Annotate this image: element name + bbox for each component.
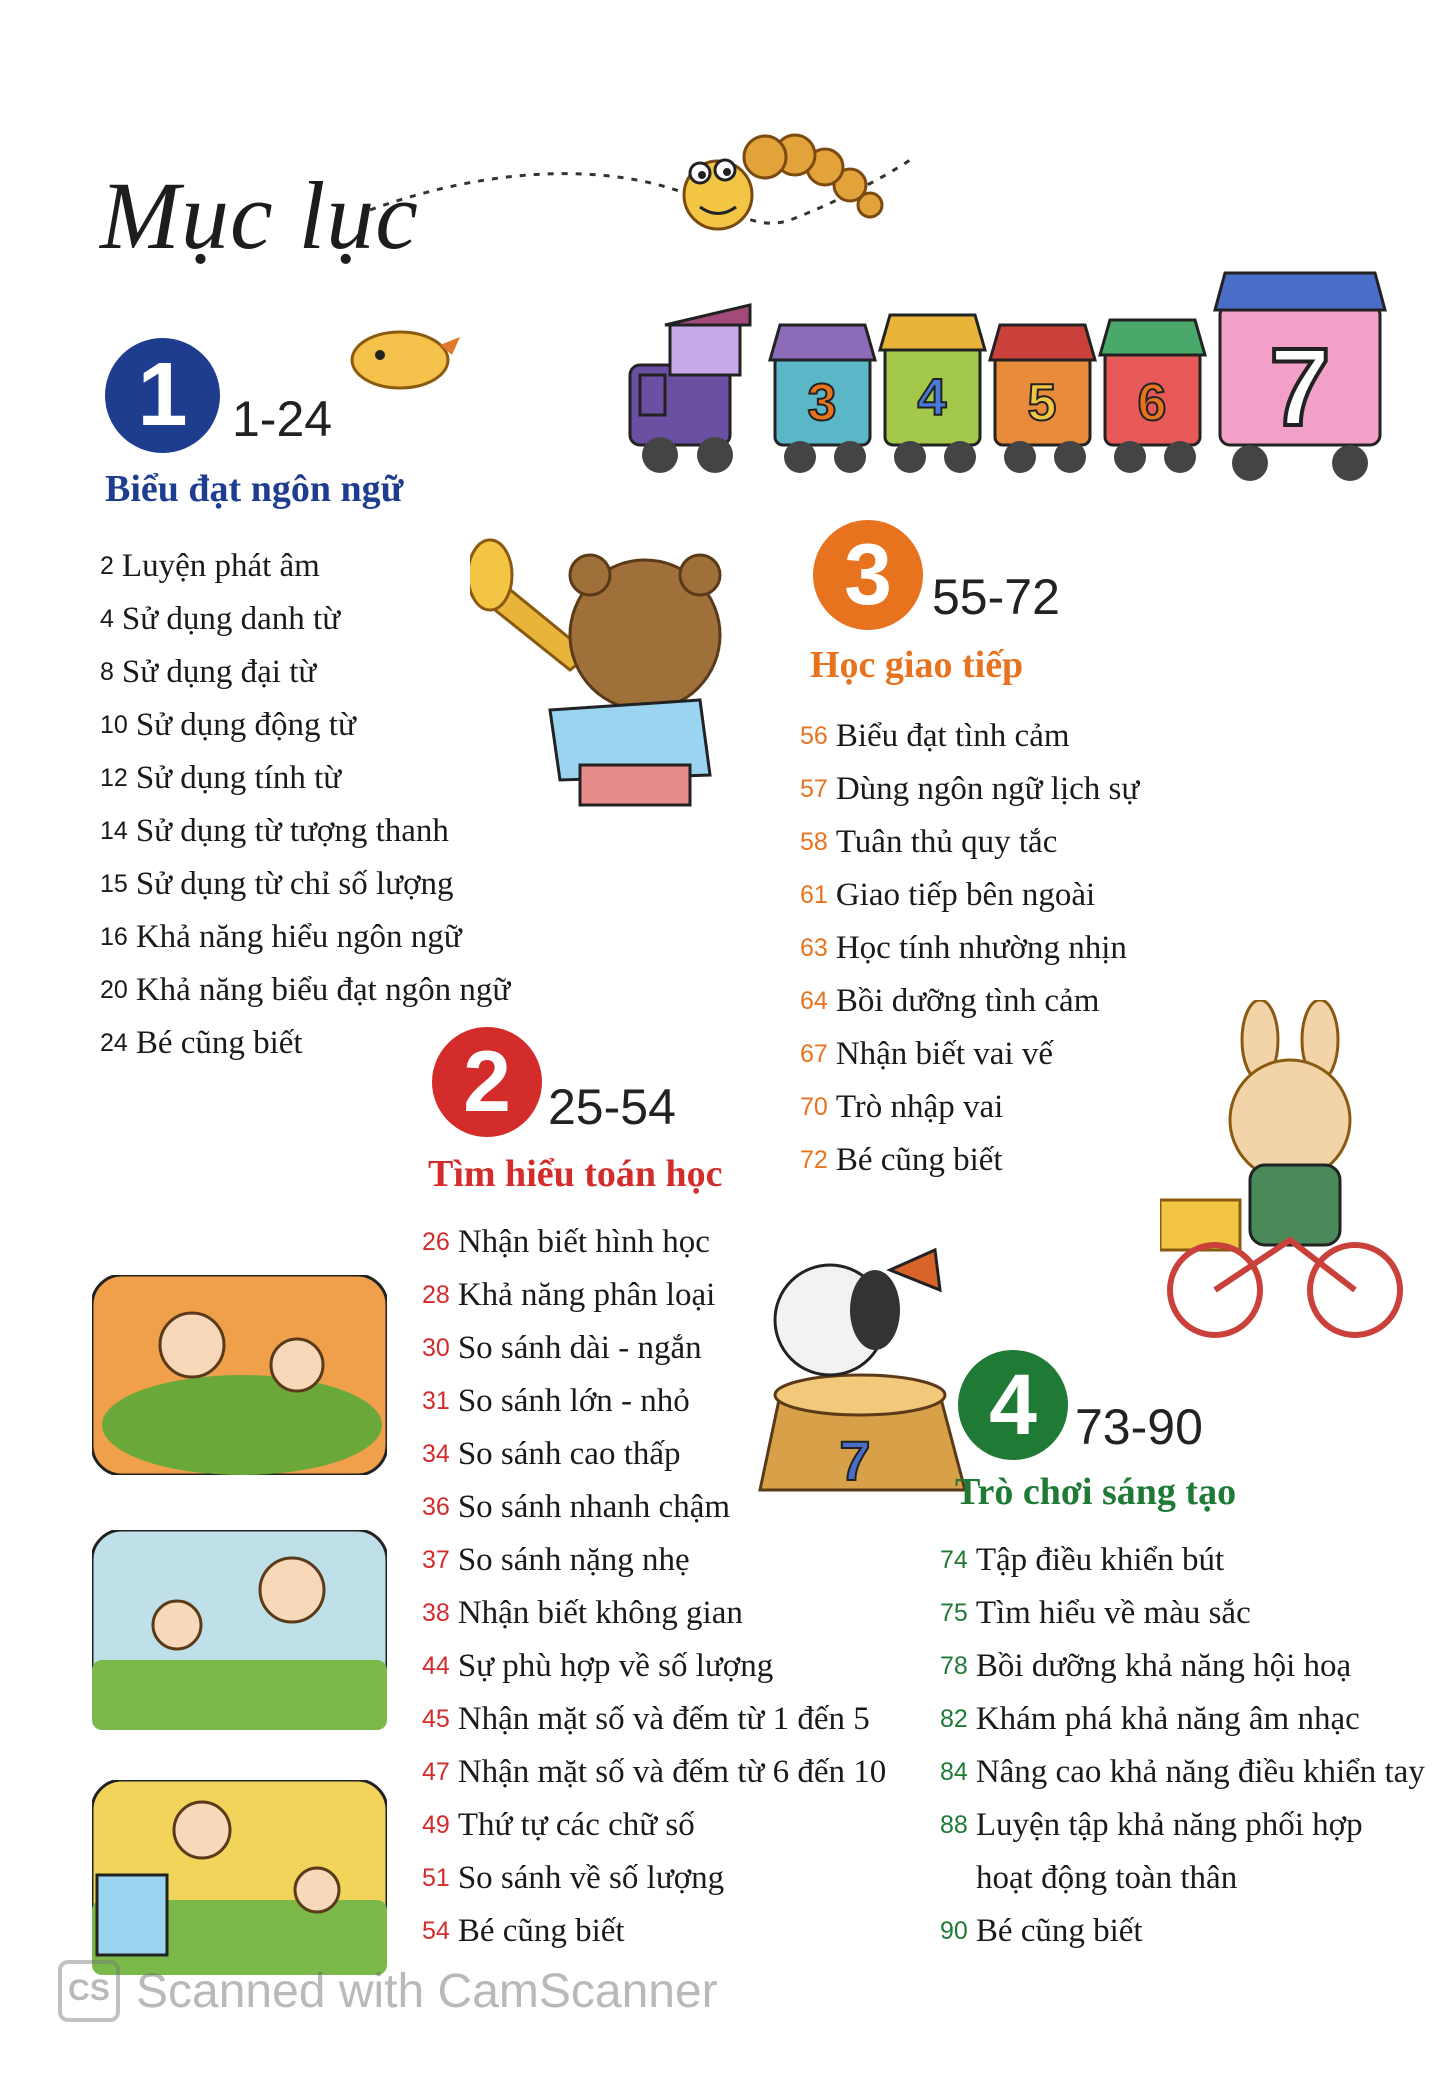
laundry-illustration: [92, 1780, 387, 1975]
girls-playing-illustration: [92, 1275, 387, 1475]
toc-entry: [100, 964, 510, 1017]
toc-entry: [422, 1905, 886, 1958]
page-title: Mục lục: [100, 162, 419, 269]
toc-entry: [422, 1799, 886, 1852]
toc-entry-text: Biểu đạt tình cảm: [835, 718, 1070, 754]
train-illustration: [600, 265, 1400, 505]
toc-entry-text: Nhận mặt số và đếm từ 1 đến 5: [457, 1701, 870, 1737]
toc-page-number: 72: [800, 1146, 828, 1174]
toc-entry-text: Bồi dưỡng khả năng hội hoạ: [975, 1648, 1352, 1684]
toc-page-number: 51: [422, 1864, 450, 1892]
toc-entry-text: Bồi dưỡng tình cảm: [835, 983, 1100, 1019]
toc-page-number: 8: [100, 658, 114, 686]
toc-page-number: 82: [940, 1705, 968, 1733]
toc-page-number: 24: [100, 1029, 128, 1057]
toc-page-number: 36: [422, 1493, 450, 1521]
toc-page-number: 10: [100, 711, 128, 739]
toc-entry-text: So sánh về số lượng: [457, 1860, 725, 1896]
section-1-title: Biểu đạt ngôn ngữ: [105, 468, 404, 510]
toc-entry-text: Nhận biết không gian: [457, 1595, 743, 1631]
toc-entry-text: Tập điều khiển bút: [975, 1542, 1225, 1578]
toc-entry: [100, 540, 510, 593]
girls-dressing-illustration: [92, 1530, 387, 1730]
toc-page-number: 45: [422, 1705, 450, 1733]
section-3-title: Học giao tiếp: [810, 644, 1024, 686]
toc-entry: [800, 1028, 1139, 1081]
toc-entry: [800, 922, 1139, 975]
toc-entry: [940, 1799, 1425, 1852]
toc-page-number: 61: [800, 881, 828, 909]
toc-entry-text: Khả năng hiểu ngôn ngữ: [135, 919, 462, 955]
section-4-toc: [940, 1534, 1425, 1958]
section-2-page-range: 25-54: [548, 1079, 676, 1135]
toc-entry: [100, 752, 510, 805]
toc-entry-text: Nâng cao khả năng điều khiển tay: [975, 1754, 1425, 1790]
toc-entry-text: Trò nhập vai: [835, 1089, 1004, 1125]
toc-entry: [800, 1081, 1139, 1134]
toc-entry-text: So sánh lớn - nhỏ: [457, 1383, 690, 1419]
toc-page-number: 49: [422, 1811, 450, 1839]
toc-entry: [800, 763, 1139, 816]
toc-entry-text: Khả năng phân loại: [457, 1277, 716, 1313]
toc-page-number: 28: [422, 1281, 450, 1309]
toc-entry-text: So sánh nhanh chậm: [457, 1489, 731, 1525]
toc-entry: [940, 1746, 1425, 1799]
toc-entry-text: Luyện tập khả năng phối hợp: [975, 1807, 1363, 1843]
section-4-page-range: 73-90: [1075, 1399, 1203, 1455]
toc-entry: [940, 1693, 1425, 1746]
toc-entry: [940, 1640, 1425, 1693]
toc-page-number: 31: [422, 1387, 450, 1415]
toc-entry-text: Bé cũng biết: [135, 1025, 303, 1061]
toc-entry-text: Nhận biết vai vế: [835, 1036, 1053, 1072]
toc-entry-text: So sánh nặng nhẹ: [457, 1542, 690, 1578]
toc-entry: [800, 869, 1139, 922]
toc-page-number: 2: [100, 552, 114, 580]
toc-page-number: 75: [940, 1599, 968, 1627]
toc-entry: [422, 1640, 886, 1693]
toc-entry-text: Nhận biết hình học: [457, 1224, 710, 1260]
toc-page-number: 88: [940, 1811, 968, 1839]
toc-entry: [940, 1905, 1425, 1958]
section-1-number-badge: 1: [105, 338, 220, 453]
toc-page-number: 37: [422, 1546, 450, 1574]
toc-page-number: 58: [800, 828, 828, 856]
section-1-toc: [100, 540, 510, 1070]
toc-entry-text: Nhận mặt số và đếm từ 6 đến 10: [457, 1754, 887, 1790]
toc-entry-text: Sự phù hợp về số lượng: [457, 1648, 774, 1684]
toc-entry: [100, 646, 510, 699]
train-car-number: 6: [1137, 374, 1167, 432]
toc-entry-text: Sử dụng đại từ: [121, 654, 317, 690]
toc-entry-text: Sử dụng từ chỉ số lượng: [135, 866, 454, 902]
toc-entry-text: Luyện phát âm: [121, 548, 320, 584]
toc-entry: [940, 1534, 1425, 1587]
toc-entry-text: Bé cũng biết: [457, 1913, 625, 1949]
dog-on-stump-illustration: [740, 1210, 990, 1500]
toc-entry-text: Thứ tự các chữ số: [457, 1807, 695, 1843]
toc-entry: [100, 858, 510, 911]
toc-entry-text: Giao tiếp bên ngoài: [835, 877, 1096, 913]
toc-page-number: 44: [422, 1652, 450, 1680]
toc-entry: [422, 1587, 886, 1640]
section-3-page-range: 55-72: [932, 569, 1060, 625]
toc-page-number: 14: [100, 817, 128, 845]
toc-entry-text: Khám phá khả năng âm nhạc: [975, 1701, 1360, 1737]
toc-page-number: 26: [422, 1228, 450, 1256]
toc-entry-text: Học tính nhường nhịn: [835, 930, 1127, 966]
toc-entry: [940, 1587, 1425, 1640]
toc-entry-text: Dùng ngôn ngữ lịch sự: [835, 771, 1140, 807]
toc-entry-text: Tuân thủ quy tắc: [835, 824, 1058, 860]
train-car-number: 3: [807, 374, 837, 432]
toc-entry: [422, 1746, 886, 1799]
section-2-number-badge: 2: [432, 1027, 542, 1137]
section-1-page-range: 1-24: [232, 391, 333, 447]
toc-page-number: 12: [100, 764, 128, 792]
toc-entry: [422, 1534, 886, 1587]
toc-page-number: 90: [940, 1917, 968, 1945]
toc-page-number: 20: [100, 976, 128, 1004]
toc-entry-text: So sánh dài - ngắn: [457, 1330, 702, 1366]
section-4-number-badge: 4: [958, 1350, 1068, 1460]
toc-page-number: 64: [800, 987, 828, 1015]
toc-entry: [800, 816, 1139, 869]
toc-entry: [800, 975, 1139, 1028]
toc-entry: [100, 593, 510, 646]
toc-entry-text: Khả năng biểu đạt ngôn ngữ: [135, 972, 511, 1008]
toc-entry-text: Sử dụng động từ: [135, 707, 356, 743]
toc-page-number: 70: [800, 1093, 828, 1121]
toc-entry: [100, 699, 510, 752]
toc-page-number: 38: [422, 1599, 450, 1627]
chick-icon: [340, 315, 465, 395]
section-3-toc: [800, 710, 1139, 1187]
section-3-number-badge: 3: [813, 520, 923, 630]
toc-entry: [100, 805, 510, 858]
toc-entry-text: Sử dụng từ tượng thanh: [135, 813, 449, 849]
toc-page-number: 16: [100, 923, 128, 951]
toc-entry: [800, 1134, 1139, 1187]
toc-entry-text: Sử dụng danh từ: [121, 601, 341, 637]
camscanner-logo: CS: [58, 1960, 120, 2022]
watermark-text: Scanned with CamScanner: [136, 1964, 718, 2018]
toc-entry: [422, 1852, 886, 1905]
section-2-title: Tìm hiểu toán học: [428, 1153, 723, 1195]
section-4-title: Trò chơi sáng tạo: [955, 1471, 1237, 1513]
toc-entry-text: hoạt động toàn thân: [976, 1860, 1238, 1896]
bear-trumpet-illustration: [470, 535, 755, 820]
toc-page-number: 78: [940, 1652, 968, 1680]
toc-entry-text: Bé cũng biết: [975, 1913, 1143, 1949]
toc-page-number: 57: [800, 775, 828, 803]
rabbit-bicycle-illustration: [1160, 1000, 1410, 1340]
toc-page-number: 54: [422, 1917, 450, 1945]
toc-page-number: 74: [940, 1546, 968, 1574]
toc-entry-text: Tìm hiểu về màu sắc: [975, 1595, 1251, 1631]
stump-number: 7: [839, 1429, 871, 1492]
train-car-number: 7: [1269, 326, 1331, 449]
camscanner-watermark: [58, 1960, 718, 2022]
train-car-number: 4: [917, 369, 947, 427]
toc-entry: [422, 1693, 886, 1746]
toc-entry: [800, 710, 1139, 763]
toc-page-number: 67: [800, 1040, 828, 1068]
toc-page-number: 30: [422, 1334, 450, 1362]
toc-entry: [100, 911, 510, 964]
caterpillar-icon: [670, 125, 900, 245]
toc-page-number: 34: [422, 1440, 450, 1468]
train-car-number: 5: [1027, 374, 1057, 432]
toc-page-number: 56: [800, 722, 828, 750]
toc-page-number: 84: [940, 1758, 968, 1786]
toc-page-number: 63: [800, 934, 828, 962]
toc-entry: [940, 1852, 1425, 1905]
toc-page-number: 15: [100, 870, 128, 898]
toc-page-number: 4: [100, 605, 114, 633]
toc-entry-text: So sánh cao thấp: [457, 1436, 681, 1472]
toc-entry-text: Sử dụng tính từ: [135, 760, 342, 796]
toc-entry-text: Bé cũng biết: [835, 1142, 1003, 1178]
toc-page-number: 47: [422, 1758, 450, 1786]
